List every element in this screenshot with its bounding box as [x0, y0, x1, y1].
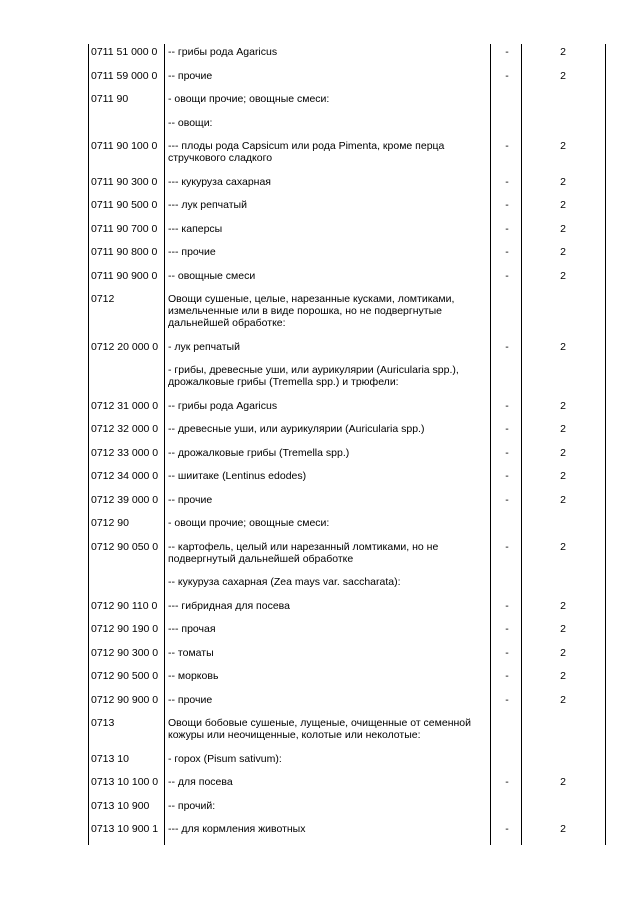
border-right [605, 44, 606, 845]
rate-column-4: 2 [560, 175, 566, 188]
goods-description: - лук репчатый [168, 340, 240, 353]
rate-column-4: 2 [560, 269, 566, 282]
rate-column-4: 2 [560, 222, 566, 235]
rate-column-3: - [505, 693, 509, 706]
hs-code: 0711 90 [91, 93, 129, 105]
hs-code: 0712 90 [91, 517, 129, 529]
hs-code: 0713 10 900 1 [91, 823, 159, 835]
rate-column-3: - [505, 199, 509, 211]
rate-column-4: 2 [560, 69, 566, 82]
rate-column-4: 2 [560, 246, 566, 258]
rate-column-3: - [505, 399, 509, 412]
hs-code: 0712 39 000 0 [91, 493, 159, 506]
hs-code: 0711 90 900 0 [91, 269, 158, 282]
goods-description: -- овощи: [168, 116, 213, 129]
rate-column-3: - [505, 69, 509, 82]
goods-description: --- прочая [168, 623, 216, 635]
hs-code: 0713 [91, 717, 115, 729]
goods-description: Овощи сушеные, целые, нарезанные кусками, ломтиками, измельченные или в виде порошка, но не подвергнутые дальнейшей обработке: [168, 293, 455, 329]
goods-description: -- прочий: [168, 799, 216, 812]
rate-column-4: 2 [560, 140, 566, 152]
hs-code: 0711 90 800 0 [91, 246, 158, 258]
goods-description: --- лук репчатый [168, 199, 247, 211]
rate-column-3: - [505, 446, 509, 459]
hs-code: 0712 34 000 0 [91, 470, 159, 482]
hs-code: 0712 90 050 0 [91, 540, 159, 553]
goods-description: -- древесные уши, или аурикулярии (Auricularia spp.) [168, 423, 425, 435]
rate-column-4: 2 [560, 670, 566, 682]
rate-column-3: - [505, 246, 509, 258]
rate-column-3: - [505, 776, 509, 788]
hs-code: 0712 32 000 0 [91, 423, 159, 435]
hs-code: 0713 10 [91, 752, 129, 765]
hs-code: 0712 90 900 0 [91, 693, 159, 706]
rate-column-3: - [505, 646, 509, 659]
rate-column-4: 2 [560, 599, 566, 612]
goods-description: - овощи прочие; овощные смеси: [168, 517, 330, 529]
goods-description: -- для посева [168, 776, 233, 788]
goods-description: --- плоды рода Capsicum или рода Pimenta, кроме перца стручкового сладкого [168, 140, 445, 164]
hs-code: 0712 90 500 0 [91, 670, 159, 682]
goods-description: -- картофель, целый или нарезанный ломтиками, но не подвергнутый дальнейшей обработке [168, 540, 439, 565]
hs-code: 0711 51 000 0 [91, 46, 158, 58]
rate-column-3: - [505, 222, 509, 235]
hs-code: 0711 90 500 0 [91, 199, 158, 211]
rate-column-3: - [505, 623, 509, 635]
hs-code: 0712 90 300 0 [91, 646, 159, 659]
goods-description: -- томаты [168, 646, 214, 659]
rate-column-3: - [505, 540, 509, 553]
hs-code: 0712 90 190 0 [91, 623, 159, 635]
rate-column-4: 2 [560, 46, 566, 58]
hs-code: 0711 90 300 0 [91, 175, 158, 188]
goods-description: --- для кормления животных [168, 823, 306, 835]
rate-column-4: 2 [560, 423, 566, 435]
hs-code: 0712 [91, 293, 115, 305]
rate-column-3: - [505, 140, 509, 152]
rate-column-3: - [505, 599, 509, 612]
rate-column-3: - [505, 823, 509, 835]
rate-column-3: - [505, 340, 509, 353]
rate-column-4: 2 [560, 646, 566, 659]
goods-description: -- прочие [168, 693, 213, 706]
rate-column-4: 2 [560, 540, 566, 553]
rate-column-4: 2 [560, 776, 566, 788]
hs-code: 0712 31 000 0 [91, 399, 159, 412]
column-divider-desc [490, 44, 491, 845]
hs-code: 0712 33 000 0 [91, 446, 159, 459]
column-divider-code [164, 44, 165, 845]
goods-description: - грибы, древесные уши, или аурикулярии (Auricularia spp.), дрожалковые грибы (Tremella spp.) и трюфели: [168, 364, 459, 388]
rate-column-4: 2 [560, 693, 566, 706]
goods-description: --- каперсы [168, 222, 223, 235]
goods-description: --- гибридная для посева [168, 599, 290, 612]
goods-description: - овощи прочие; овощные смеси: [168, 93, 330, 105]
column-divider-rate [521, 44, 522, 845]
goods-description: -- дрожалковые грибы (Tremella spp.) [168, 446, 350, 459]
rate-column-4: 2 [560, 340, 566, 353]
goods-description: -- шиитаке (Lentinus edodes) [168, 470, 307, 482]
goods-description: -- морковь [168, 670, 219, 682]
rate-column-4: 2 [560, 493, 566, 506]
rate-column-4: 2 [560, 199, 566, 211]
border-left [88, 44, 89, 845]
goods-description: -- овощные смеси [168, 269, 256, 282]
rate-column-3: - [505, 470, 509, 482]
hs-code: 0711 59 000 0 [91, 69, 158, 82]
hs-code: 0713 10 900 [91, 799, 150, 812]
hs-code: 0712 90 110 0 [91, 599, 158, 612]
goods-description: -- грибы рода Agaricus [168, 46, 278, 58]
rate-column-3: - [505, 175, 509, 188]
goods-description: -- прочие [168, 493, 213, 506]
rate-column-4: 2 [560, 446, 566, 459]
rate-column-4: 2 [560, 623, 566, 635]
goods-description: - горох (Pisum sativum): [168, 752, 282, 765]
goods-description: Овощи бобовые сушеные, лущеные, очищенные от семенной кожуры или неочищенные, колотые или неколотые: [168, 717, 472, 741]
goods-description: --- кукуруза сахарная [168, 175, 271, 188]
goods-description: -- грибы рода Agaricus [168, 399, 278, 412]
rate-column-4: 2 [560, 399, 566, 412]
goods-description: -- прочие [168, 69, 213, 82]
rate-column-3: - [505, 493, 509, 506]
rate-column-4: 2 [560, 823, 566, 835]
goods-description: -- кукуруза сахарная (Zea mays var. saccharata): [168, 576, 401, 588]
rate-column-3: - [505, 269, 509, 282]
hs-code: 0712 20 000 0 [91, 340, 159, 353]
hs-code: 0711 90 700 0 [91, 222, 158, 235]
hs-code: 0713 10 100 0 [91, 776, 159, 788]
hs-code: 0711 90 100 0 [91, 140, 158, 152]
rate-column-4: 2 [560, 470, 566, 482]
goods-description: --- прочие [168, 246, 216, 258]
rate-column-3: - [505, 670, 509, 682]
rate-column-3: - [505, 46, 509, 58]
rate-column-3: - [505, 423, 509, 435]
